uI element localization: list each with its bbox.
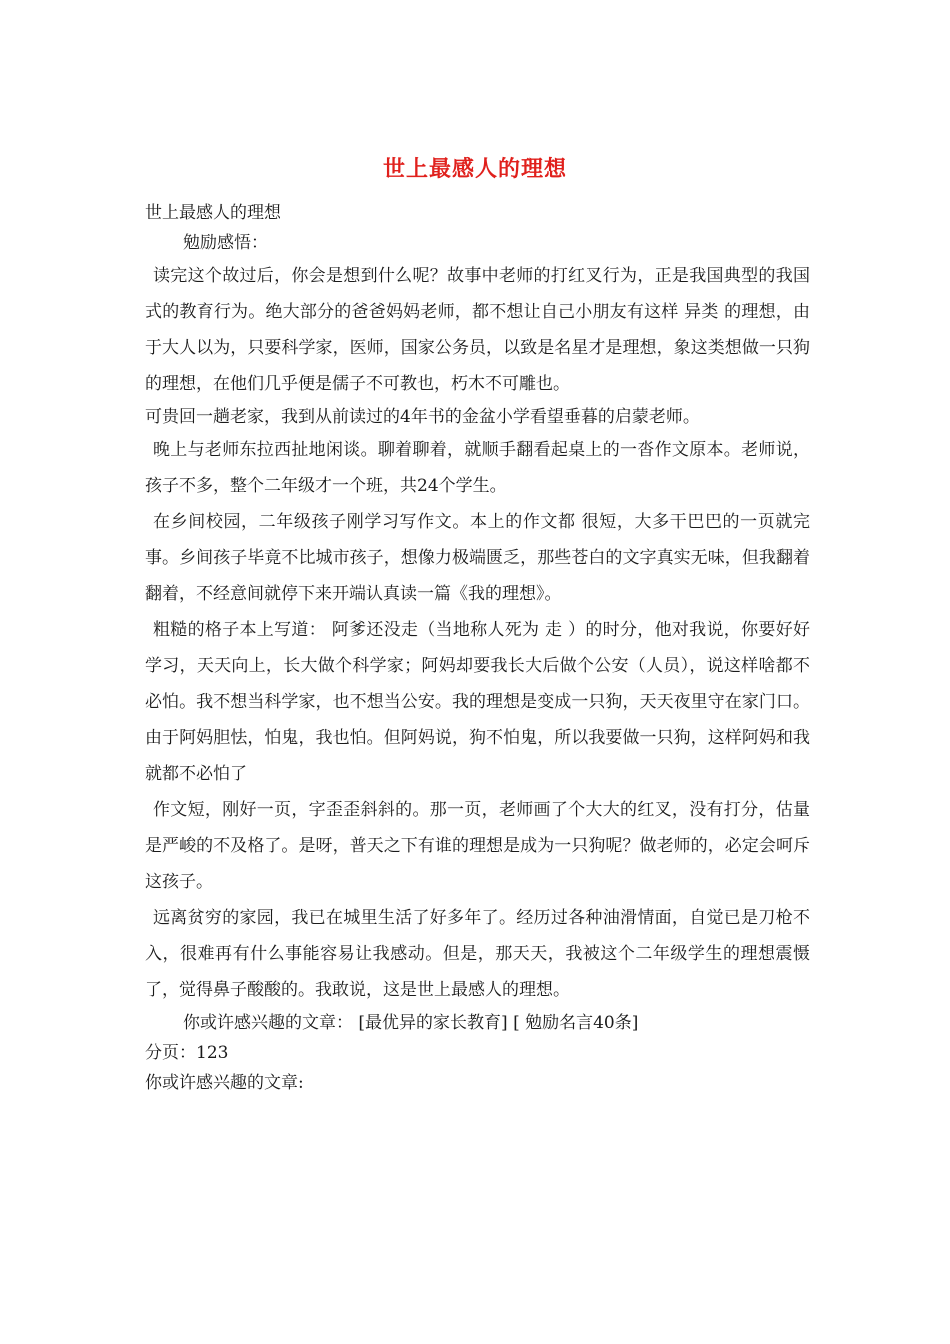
subtitle: 世上最感人的理想	[145, 203, 281, 223]
paragraph-7: 远离贫穷的家园，我已在城里生活了好多年了。经历过各种油滑情面，自觉已是刀枪不入，很难再有什么事能容易让我感动。但是，那天天，我被这个二年级学生的理想震慑了，觉得鼻子酸酸的。我敢说，这是世上最感人的理想。	[145, 908, 810, 1000]
related-articles-footer: 你或许感兴趣的文章:	[145, 1073, 304, 1093]
paragraph-2: 可贵回一趟老家，我到从前读过的4年书的金盆小学看望垂暮的启蒙老师。	[145, 407, 700, 427]
paragraph-4: 在乡间校园，二年级孩子刚学习写作文。本上的作文都 很短，大多干巴巴的一页就完事。乡间孩子毕竟不比城市孩子，想像力极端匮乏，那些苍白的文字真实无味，但我翻着翻着，不经意间就停下来开端认真读一篇《我的理想》。	[145, 512, 810, 604]
page-title: 世上最感人的理想	[382, 156, 567, 182]
related-articles-line[interactable]: 你或许感兴趣的文章： [最优异的家长教育] [ 勉励名言40条]	[183, 1013, 639, 1033]
document-body	[145, 198, 810, 1098]
paragraph-1: 读完这个故过后，你会是想到什么呢？故事中老师的打红叉行为，正是我国典型的我国式的教育行为。绝大部分的爸爸妈妈老师，都不想让自己小朋友有这样 异类 的理想，由于大人以为，只要科学家，医师，国家公务员，以致是名星才是理想，象这类想做一只狗的理想，在他们几乎便是儒子不可教也，朽木不可雕也。	[145, 266, 810, 394]
paragraph-6: 作文短，刚好一页，字歪歪斜斜的。那一页，老师画了个大大的红叉，没有打分，估量是严峻的不及格了。是呀，普天之下有谁的理想是成为一只狗呢？做老师的，必定会呵斥这孩子。	[145, 800, 810, 892]
paragraph-5: 粗糙的格子本上写道： 阿爹还没走（当地称人死为 走 ）的时分，他对我说，你要好好学习，天天向上，长大做个科学家；阿妈却要我长大后做个公安（人员），说这样啥都不必怕。我不想当科学家，也不想当公安。我的理想是变成一只狗，天天夜里守在家门口。由于阿妈胆怯，怕鬼，我也怕。但阿妈说，狗不怕鬼，所以我要做一只狗，这样阿妈和我就都不必怕了	[145, 620, 810, 784]
section-label: 勉励感悟：	[183, 233, 268, 253]
paragraph-3: 晚上与老师东拉西扯地闲谈。聊着聊着，就顺手翻看起桌上的一沓作文原本。老师说，孩子不多，整个二年级才一个班，共24个学生。	[145, 440, 810, 496]
pagination[interactable]: 分页：123	[145, 1043, 229, 1063]
